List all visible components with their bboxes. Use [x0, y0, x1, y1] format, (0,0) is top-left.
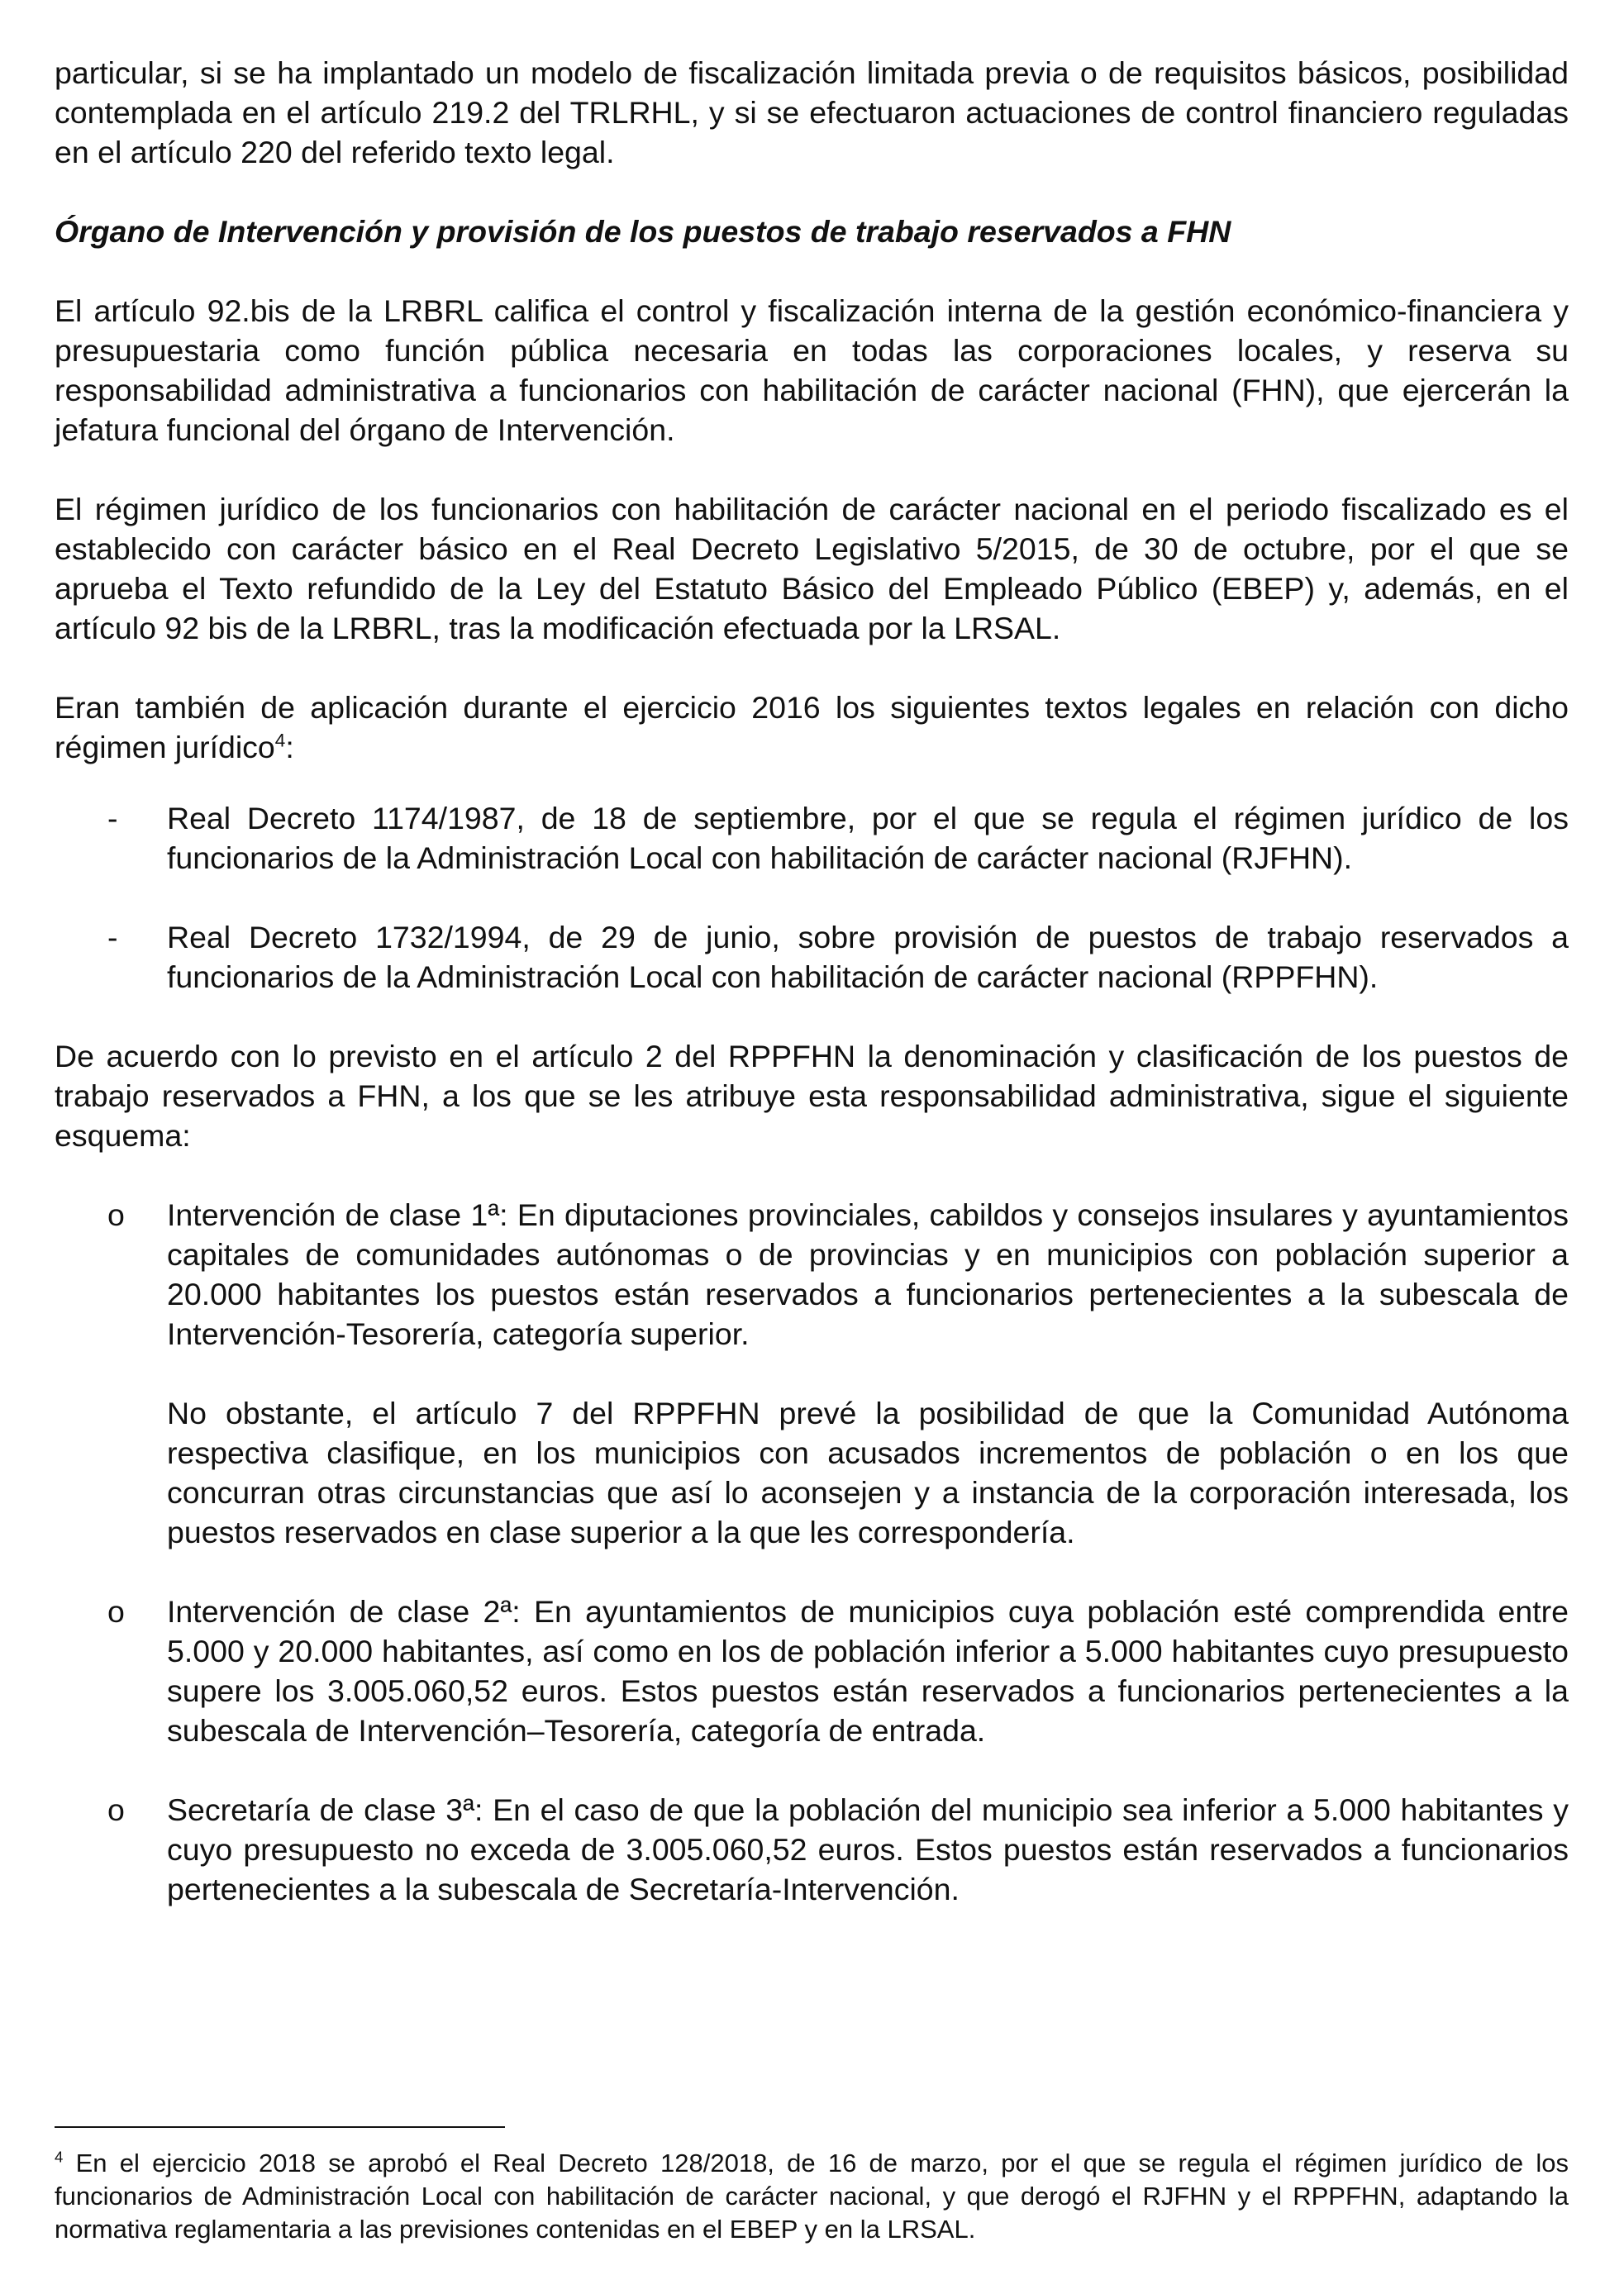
paragraph-scheme-intro: De acuerdo con lo previsto en el artículo 2 del RPPFHN la denominación y clasificación de los puestos de trabajo reservados a FHN, a los que se les atribuye esta responsabilidad administrativa, sigue el siguiente esquema:	[55, 1039, 1569, 1153]
paragraph-intro-continuation: particular, si se ha implantado un modelo de fiscalización limitada previa o de requisitos básicos, posibilidad contemplada en el artículo 219.2 del TRLRHL, y si se efectuaron actuaciones de control financiero reguladas en el artículo 220 del referido texto legal.	[55, 55, 1569, 169]
paragraph-applicable-texts-text: Eran también de aplicación durante el ejercicio 2016 los siguientes textos legales en relación con dicho régimen jurídico	[55, 690, 1569, 764]
dash-bullet: -	[107, 801, 118, 835]
dash-bullet: -	[107, 920, 118, 954]
paragraph-article-92bis: El artículo 92.bis de la LRBRL califica el control y fiscalización interna de la gestión económico-financiera y presupuestaria como función pública necesaria en todas las corporaciones locales, y reserva su responsabilidad administrativa a funcionarios con habilitación de carácter nacional (FHN), que ejercerán la jefatura funcional del órgano de Intervención.	[55, 293, 1569, 447]
paragraph-applicable-texts	[55, 688, 1569, 767]
footnote-separator	[55, 2126, 505, 2128]
list-item-text: Intervención de clase 1ª: En diputaciones provinciales, cabildos y consejos insulares y ayuntamientos capitales de comunidades autónomas o de provincias y en municipios con población superior a 20.000 habitantes los puestos están reservados a funcionarios pertenecientes a la subescala de Intervención-Tesorería, categoría superior.	[167, 1197, 1569, 1351]
footnote-text: En el ejercicio 2018 se aprobó el Real Decreto 128/2018, de 16 de marzo, por el que se regula el régimen jurídico de los funcionarios de Administración Local con habilitación de carácter nacional, y que derogó el RJFHN y el RPPFHN, adaptando la normativa reglamentaria a las previsiones contenidas en el EBEP y en la LRSAL.	[55, 2149, 1569, 2244]
list-item-text: Real Decreto 1732/1994, de 29 de junio, sobre provisión de puestos de trabajo reservados a funcionarios de la Administración Local con habilitación de carácter nacional (RPPFHN).	[167, 920, 1569, 994]
footnote-mark: 4	[55, 2148, 64, 2166]
paragraph-legal-regime: El régimen jurídico de los funcionarios con habilitación de carácter nacional en el periodo fiscalizado es el establecido con carácter básico en el Real Decreto Legislativo 5/2015, de 30 de octubre, por el que se aprueba el Texto refundido de la Ley del Estatuto Básico del Empleado Público (EBEP) y, además, en el artículo 92 bis de la LRBRL, tras la modificación efectuada por la LRSAL.	[55, 492, 1569, 645]
footnote-reference: 4	[274, 730, 286, 751]
footnote	[55, 2147, 1569, 2246]
section-heading: Órgano de Intervención y provisión de los puestos de trabajo reservados a FHN	[55, 214, 1231, 249]
circle-bullet: o	[107, 1197, 125, 1232]
circle-bullet: o	[107, 1594, 125, 1629]
paragraph-applicable-texts-end: :	[285, 730, 294, 764]
list-item-continuation-text: No obstante, el artículo 7 del RPPFHN prevé la posibilidad de que la Comunidad Autónoma respectiva clasifique, en los municipios con acusados incrementos de población o en los que concurran otras circunstancias que así lo aconsejen y a instancia de la corporación interesada, los puestos reservados en clase superior a la que les correspondería.	[167, 1396, 1569, 1549]
list-item-text: Intervención de clase 2ª: En ayuntamientos de municipios cuya población esté comprendida entre 5.000 y 20.000 habitantes, así como en los de población inferior a 5.000 habitantes cuyo presupuesto supere los 3.005.060,52 euros. Estos puestos están reservados a funcionarios pertenecientes a la subescala de Intervención–Tesorería, categoría de entrada.	[167, 1594, 1569, 1748]
list-item-text: Secretaría de clase 3ª: En el caso de que la población del municipio sea inferior a 5.000 habitantes y cuyo presupuesto no exceda de 3.005.060,52 euros. Estos puestos están reservados a funcionarios pertenecientes a la subescala de Secretaría-Intervención.	[167, 1792, 1569, 1906]
circle-bullet: o	[107, 1792, 125, 1827]
list-item-text: Real Decreto 1174/1987, de 18 de septiembre, por el que se regula el régimen jurídico de los funcionarios de la Administración Local con habilitación de carácter nacional (RJFHN).	[167, 801, 1569, 875]
